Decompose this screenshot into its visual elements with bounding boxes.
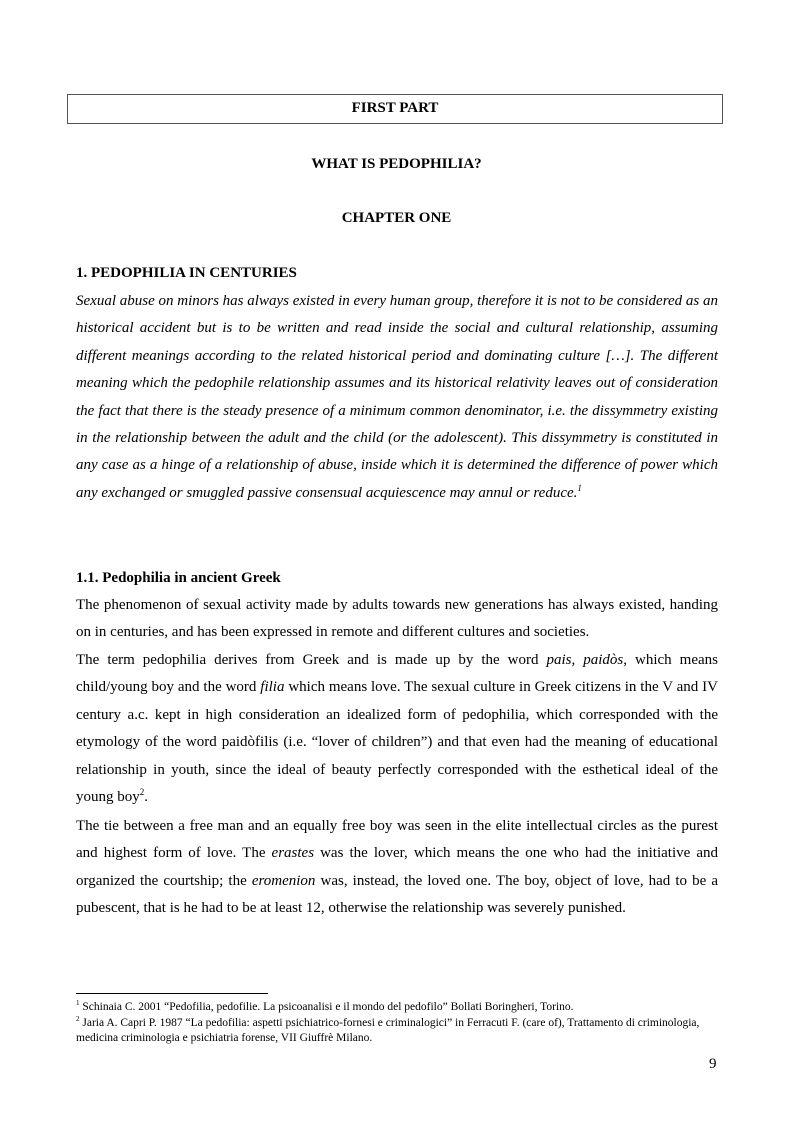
part-title-box <box>67 94 723 124</box>
text-span: was, instead, the loved one. The boy, object of love, had to be a pubescent, that is he had to be at least 12, otherwise the relationship was severely punished. <box>76 872 719 917</box>
footnote-number: 1 <box>76 999 80 1008</box>
text-span: The tie between a free man and an equally free boy was seen in the elite intellectual circles as the purest and highest form of love. The <box>76 818 718 862</box>
chapter-heading: 1. PEDOPHILIA IN CENTURIES <box>76 265 297 281</box>
footnote-2 <box>76 1016 718 1045</box>
page-number: 9 <box>709 1056 717 1072</box>
footnote-text: Schinaia C. 2001 “Pedofilia, pedofilie. La psicoanalisi e il mondo del pedofilo” Bollati Boringheri, Torino. <box>79 1001 574 1013</box>
paragraph-1: The phenomenon of sexual activity made by adults towards new generations has always existed, handing on in centuries, and has been expressed in remote and different cultures and societies. <box>76 597 718 641</box>
italic-term: pais, paidòs <box>546 652 624 668</box>
footnote-text: Jaria A. Capri P. 1987 “La pedofilia: aspetti psichiatrico-fornesi e criminalogici” in Ferracuti F. (care of), Trattamento di criminologia, medicina criminologia e psichiatria forense, VII Giuffrè Milano. <box>76 1017 700 1044</box>
quote-paragraph <box>76 288 718 507</box>
text-span: The term pedophilia derives from Greek and is made up by the word <box>76 652 547 668</box>
footnote-number: 2 <box>76 1015 80 1024</box>
italic-term: erastes <box>271 845 315 862</box>
text-span: . <box>144 789 148 806</box>
section-heading: 1.1. Pedophilia in ancient Greek <box>76 570 281 586</box>
italic-term: filia <box>260 679 285 696</box>
text-span: , which means child/young boy and the word <box>76 652 719 696</box>
paragraph-2 <box>76 647 718 811</box>
footnote-ref-2: 2 <box>139 787 145 798</box>
footnote-divider <box>76 993 268 994</box>
paragraph-3 <box>76 813 718 923</box>
part-title: FIRST PART <box>351 100 439 116</box>
text-span: was the lover, which means the one who had the initiative and organized the courtship; the <box>76 845 718 889</box>
footnote-ref-1: 1 <box>577 482 582 493</box>
quote-text: Sexual abuse on minors has always existed in every human group, therefore it is not to be considered as an historical accident but is to be written and read inside the social and cultural relationship, assuming different meanings according to the related historical period and dominating culture […]. The different meaning which the pedophile relationship assumes and its historical relativity leaves out of consideration the fact that there is the steady presence of a minimum common denominator, i.e. the dissymmetry existing in the relationship between the adult and the child (or the adolescent). This dissymmetry is constituted in any case as a hinge of a relationship of abuse, inside which it is determined the difference of power which any exchanged or smuggled passive consensual acquiescence may annul or reduce. <box>76 293 718 501</box>
footnote-1 <box>76 1000 718 1015</box>
chapter-title: CHAPTER ONE <box>341 210 452 226</box>
italic-term: eromenion <box>251 872 316 889</box>
text-span: which means love. The sexual culture in Greek citizens in the V and IV century a.c. kept in high consideration an idealized form of pedophilia, which corresponded with the etymology of the word paidòfilis (i.e. “lover of children”) and that even had the meaning of educational relationship in youth, since the ideal of beauty perfectly corresponded with the esthetical ideal of the young boy <box>76 679 718 806</box>
section-title: WHAT IS PEDOPHILIA? <box>311 156 482 172</box>
